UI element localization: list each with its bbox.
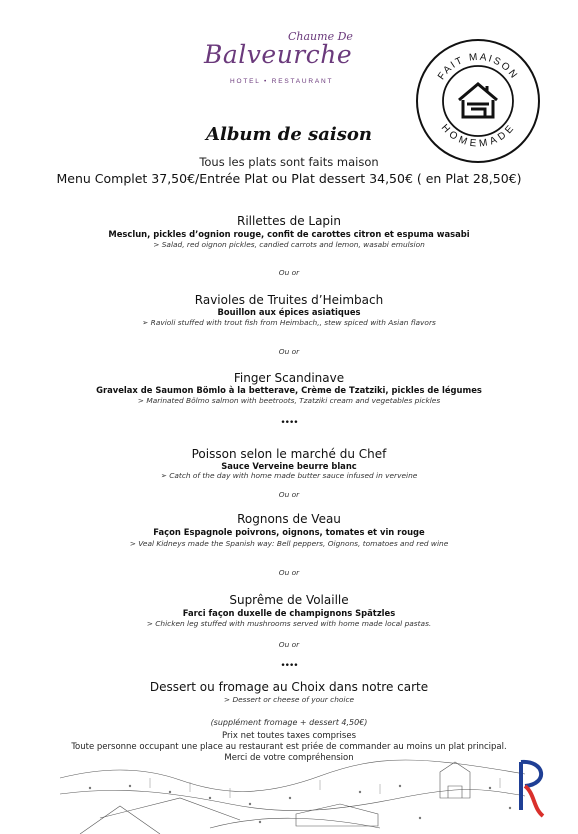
or-separator: Ou or: [278, 268, 300, 277]
dish-english: > Dessert or cheese of your choice: [223, 695, 355, 704]
course-separator: ••••: [280, 661, 298, 671]
dish-description: Farci façon duxelle de champignons Spätzles: [182, 608, 396, 618]
thanks-note: Merci de votre compréhension: [224, 753, 354, 763]
dish-english: > Veal Kidneys made the Spanish way: Bell peppers, Oignons, tomatoes and red wine: [129, 539, 449, 548]
landscape-sketch: [60, 758, 525, 834]
logo-line1: Chaume De: [288, 30, 353, 43]
dish-title: Rognons de Veau: [237, 512, 341, 526]
or-separator: Ou or: [278, 568, 300, 577]
order-policy: Toute personne occupant une place au restaurant est priée de commander au moins un plat principal.: [71, 742, 507, 752]
dish-title: Dessert ou fromage au Choix dans notre carte: [149, 680, 429, 694]
logo-line2: Balveurche: [204, 40, 353, 69]
logo-subtitle: HOTEL • RESTAURANT: [230, 78, 334, 85]
hotel-logo: [200, 30, 380, 92]
price-note: Prix net toutes taxes comprises: [222, 731, 356, 741]
dish-description: Bouillon aux épices asiatiques: [217, 307, 361, 317]
dish-description: Façon Espagnole poivrons, oignons, tomates et vin rouge: [153, 527, 425, 537]
dish-english: ➢ Catch of the day with home made butter sauce infused in verveine: [160, 471, 418, 480]
dish-english: > Chicken leg stuffed with mushrooms served with home made local pastas.: [146, 619, 432, 628]
dish-description: Sauce Verveine beurre blanc: [221, 461, 357, 471]
intro-homemade: Tous les plats sont faits maison: [199, 155, 379, 169]
dish-description: Gravelax de Saumon Bömlo à la betterave, Crème de Tzatziki, pickles de légumes: [96, 385, 482, 395]
dish-title: Rillettes de Lapin: [237, 214, 341, 228]
fait-maison-badge: [415, 38, 541, 164]
or-separator: Ou or: [278, 640, 300, 649]
dish-description: Mesclun, pickles d’ognion rouge, confit de carottes citron et espuma wasabi: [108, 229, 470, 239]
supplement-note: (supplément fromage + dessert 4,50€): [210, 718, 368, 727]
menu-prices: Menu Complet 37,50€/Entrée Plat ou Plat dessert 34,50€ ( en Plat 28,50€): [56, 171, 522, 186]
menu-title: Album de saison: [206, 124, 372, 145]
dish-english: > Salad, red oignon pickles, candied carrots and lemon, wasabi emulsion: [153, 240, 425, 249]
course-separator: ••••: [280, 418, 298, 428]
dish-english: ➢ Ravioli stuffed with trout fish from Heimbach,, stew spiced with Asian flavors: [142, 318, 436, 327]
restaurant-r-logo: [515, 758, 555, 820]
or-separator: Ou or: [278, 347, 300, 356]
or-separator: Ou or: [278, 490, 300, 499]
dish-title: Poisson selon le marché du Chef: [191, 447, 387, 461]
dish-title: Ravioles de Truites d’Heimbach: [194, 293, 384, 307]
dish-title: Suprême de Volaille: [229, 593, 349, 607]
dish-title: Finger Scandinave: [233, 371, 345, 385]
badge-top-text: FAIT MAISON: [435, 51, 520, 82]
dish-english: > Marinated Bölmo salmon with beetroots, Tzatziki cream and vegetables pickles: [137, 396, 441, 405]
badge-bottom-text: HOMEMADE: [438, 122, 518, 150]
